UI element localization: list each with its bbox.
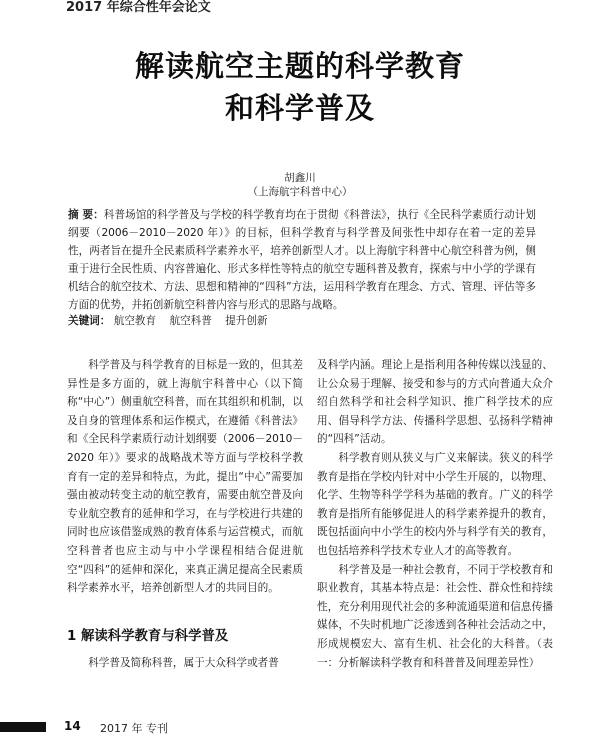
keywords-label: 关键词： [68, 315, 111, 327]
keyword-item: 提升创新 [225, 315, 268, 327]
author-name: 胡鑫川 [284, 172, 316, 184]
body-paragraph: 科学教育则从狭义与广义来解读。狭义的科学教育是指在学校内针对中小学生开展的，以物理、化学、生物等科学学科为基础的教育。广义的科学教育是指所有能够促进人的科学素养提升的教育，既包括面向中小学生的校内外与科学有关的教育，也包括培养科学技术专业人才的高等教育。 [317, 451, 553, 557]
right-column [317, 356, 553, 672]
paper-title-line-1: 解读航空主题的科学教育 [134, 49, 465, 83]
left-column [67, 356, 303, 598]
section-heading: 1 解读科学教育与科学普及 [67, 629, 229, 644]
body-paragraph: 及科学内涵。理论上是指利用各种传媒以浅显的、让公众易于理解、接受和参与的方式向普通大众介绍自然科学和社会科学知识、推广科学技术的应用、倡导科学方法、传播科学思想、弘扬科学精神的“四科”活动。 [317, 359, 553, 446]
body-paragraph-start: 科学普及简称科普，属于大众科学或者普 [88, 657, 279, 669]
footer-bar [0, 722, 46, 732]
abstract-text: 科普场馆的科学普及与学校的科学教育均在于贯彻《科普法》，执行《全民科学素质行动计划纲要（2006－2010－2020 年）》的目标，但科学教育与科学普及间张性中却存在着一定的差异性，两者旨在提升全民素质科学素养水平，培养创新型人才。以上海航宇科普中心航空科普为例，侧重于进行全民性质、内容普遍化、形式多样性等特点的航空专题科普及教育，探索与中小学的学课有机结合的航空技术、方法、思想和精神的“四科”方法，运用科学教育在理念、方式、管理、评估等多方面的优势，并拓创新航空科普内容与形式的思路与战略。 [68, 209, 536, 311]
keyword-item: 航空科普 [169, 315, 212, 327]
keywords [68, 313, 278, 328]
paper-title-line-2: 和科学普及 [224, 91, 375, 125]
body-paragraph: 科学普及与科学教育的目标是一致的，但其差异性是多方面的，就上海航宇科普中心（以下简称“中心”）侧重航空科普，而在其组织和机制，以及自身的管理体系和运作模式，在遵循《科普法》和《全民科学素质行动计划纲要（2006－2010－2020 年）》要求的战略战术等方面与学校科学教育有一定的差异和特点，为此，提出“中心”需要加强由被动转变主动的航空教育，需要由航空普及向专业航空教育的延伸和学习，在与学校进行共建的同时也应该借鉴成熟的教育体系与运营模式，而航空科普者也应主动与中小学课程相结合促进航空“四科”的延伸和深化，来真正满足提高全民素质科学素养水平，培养创新型人才的共同目的。 [67, 359, 303, 595]
page-number: 14 [64, 719, 81, 733]
body-paragraph: 科学普及是一种社会教育，不同于学校教育和职业教育，其基本特点是：社会性、群众性和持续性，充分利用现代社会的多种流通渠道和信息传播媒体，不失时机地广泛渗透到各种社会活动之中，形成规模宏大、富有生机、社会化的大科普。（表一：分析解读科学教育和科普普及间理差异性） [317, 563, 553, 669]
abstract [68, 206, 536, 314]
keyword-item: 航空教育 [113, 315, 157, 327]
author-affiliation: （上海航宇科普中心） [247, 186, 353, 198]
running-header: 2017 年综合性年会论文 [66, 0, 211, 15]
footer-label: 2017 年 专刊 [100, 722, 168, 735]
abstract-label: 摘 要： [68, 209, 104, 221]
